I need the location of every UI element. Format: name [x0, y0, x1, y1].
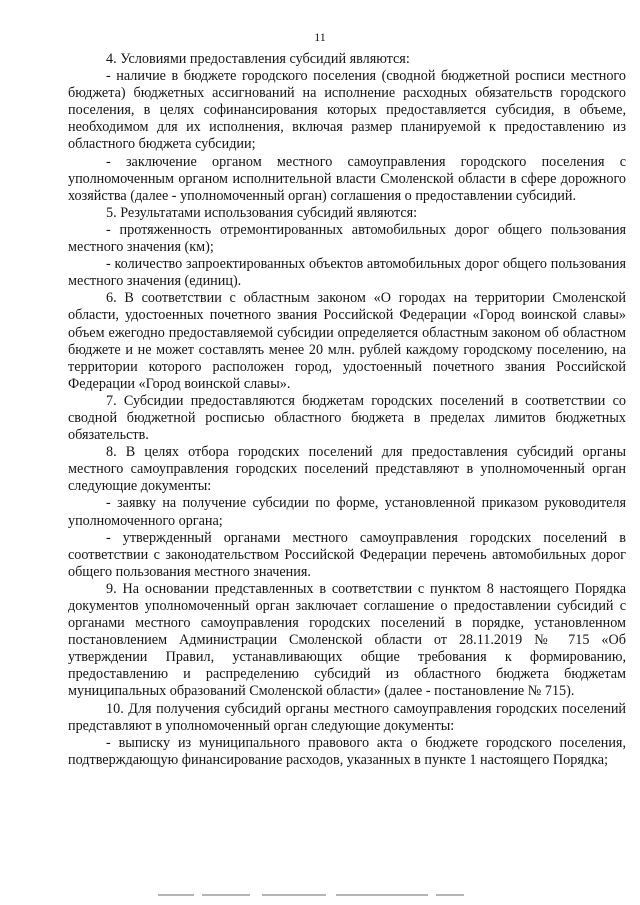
scan-bottom-edge-marks	[0, 893, 640, 897]
page-number: 11	[314, 30, 326, 44]
section-10-paragraph: 10. Для получения субсидий органы местного самоуправления городских поселений представляют в уполномоченный орган следующие документы:	[68, 700, 626, 734]
section-9-paragraph: 9. На основании представленных в соответствии с пунктом 8 настоящего Порядка документов уполномоченный орган заключает соглашение о предоставлении субсидий с органами местного самоуправления городских поселений в порядке, установленном постановлением Администрации Смоленской области от 28.11.2019 № 715 «Об утверждении Правил, устанавливающих общие требования к формированию, предоставлению и распределению субсидий из областного бюджета бюджетам муниципальных образований Смоленской области» (далее - постановление № 715).	[68, 580, 626, 700]
section-8-item-road-list: - утвержденный органами местного самоуправления городских поселений в соответствии с законодательством Российской Федерации перечень автомобильных дорог общего пользования местного значения.	[68, 529, 626, 580]
section-4-item-agreement: - заключение органом местного самоуправления городского поселения с уполномоченным органом исполнительной власти Смоленской области в сфере дорожного хозяйства (далее - уполномоченный орган) соглашения о предоставлении субсидий.	[68, 153, 626, 204]
section-6-paragraph: 6. В соответствии с областным законом «О городах на территории Смоленской области, удостоенных почетного звания Российской Федерации «Город воинской славы» объем ежегодно предоставляемой субсидии определяется областным законом об областном бюджете и не может составлять менее 20 млн. рублей каждому городскому поселению, на территории которого расположен город, удостоенный почетного звания Российской Федерации «Город воинской славы».	[68, 290, 626, 392]
section-8-paragraph: 8. В целях отбора городских поселений для предоставления субсидий органы местного самоуправления городских поселений представляют в уполномоченный орган следующие документы:	[68, 444, 626, 495]
section-4-heading: 4. Условиями предоставления субсидий являются:	[106, 51, 410, 67]
section-5-item-count: - количество запроектированных объектов автомобильных дорог общего пользования местного значения (единиц).	[68, 256, 626, 290]
section-7-paragraph: 7. Субсидии предоставляются бюджетам городских поселений в соответствии со сводной бюджетной росписью областного бюджета в пределах лимитов бюджетных обязательств.	[68, 392, 626, 444]
section-10-item-extract: - выписку из муниципального правового акта о бюджете городского поселения, подтверждающую финансирование расходов, указанных в пункте 1 настоящего Порядка;	[68, 734, 626, 768]
section-8-item-application: - заявку на получение субсидии по форме, установленной приказом руководителя уполномоченного органа;	[68, 495, 626, 529]
section-5-heading: 5. Результатами использования субсидий являются:	[106, 204, 418, 221]
document-body	[68, 51, 626, 769]
section-4-item-budget: - наличие в бюджете городского поселения (сводной бюджетной росписи местного бюджета) бюджетных ассигнований на исполнение расходных обязательств городского поселения, в целях софинансирования которых предоставляется субсидия, в объеме, необходимом для их исполнения, включая размер планируемой к предоставлению из областного бюджета субсидии;	[68, 68, 626, 153]
section-5-item-length: - протяженность отремонтированных автомобильных дорог общего пользования местного значения (км);	[68, 221, 626, 256]
